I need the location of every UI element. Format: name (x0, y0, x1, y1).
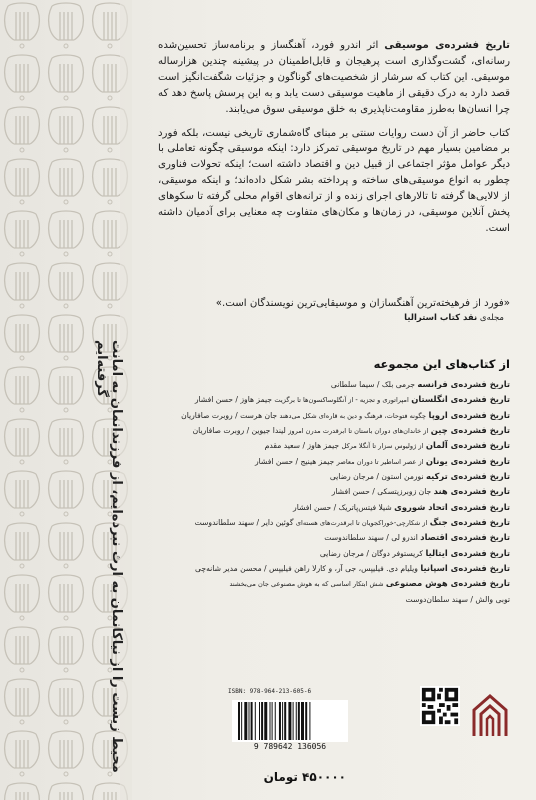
book-authors: توبی والش / سهند سلطان‌دوست (405, 594, 510, 604)
book-subtitle: شش ابتکار اساسی که به هوش مصنوعی جان می‌بخشند (229, 580, 384, 589)
book-title: تاریخ فشرده‌ی یونان (425, 455, 510, 466)
book-authors: اندرو لی / سهند سلطاندوست (324, 533, 418, 543)
barcode (232, 700, 348, 742)
qr-code (420, 686, 460, 726)
list-item (158, 377, 510, 392)
book-description (158, 38, 510, 243)
list-item (158, 484, 510, 499)
list-item (158, 576, 510, 591)
list-item (158, 423, 510, 438)
book-authors: جیمز هاوز / حسن افشار (194, 395, 272, 405)
barcode-digits: 9 789642 136056 (253, 742, 327, 751)
spine-pattern (0, 0, 132, 800)
book-authors: جرمی بلک / سیما سلطانی (330, 380, 415, 389)
book-title: تاریخ فشرده‌ی اتحاد شوروی (394, 501, 510, 512)
book-authors: شیلا فیتس‌پاتریک / حسن افشار (293, 502, 392, 512)
list-item (158, 392, 510, 407)
series-book-list (158, 377, 510, 607)
book-authors: نورمن استون / مرجان رضایی (329, 472, 424, 482)
book-title: تاریخ فشرده‌ی اقتصاد (420, 532, 510, 543)
review-quote (158, 296, 510, 326)
series-heading: از کتاب‌های این مجموعه (373, 357, 510, 371)
list-item (158, 561, 510, 576)
book-title: تاریخ فشرده‌ی چین (430, 425, 510, 436)
list-item (158, 515, 510, 530)
description-p1-text: اثر اندرو فورد، آهنگساز و برنامه‌ساز تحسین‌شده رسانه‌ای، گشت‌وگذاری است پرهیجان و قابل‌اطمینان در پیشینه چندین هزارساله موسیقی. این کتاب که سرشار از شخصیت‌های گوناگون و جزئیات شگفت‌انگیز است قصد دارد به درک دقیقی از ماهیت موسیقی دست یابد و به این پرسش پاسخ دهد که چرا انسان‌ها به‌طرز مقاومت‌ناپذیری به خلق موسیقی سوق می‌یابند. (158, 40, 510, 115)
book-authors: جان هرست / روبرت صافاریان (181, 410, 278, 420)
book-authors: گوئین دایر / سهند سلطاندوست (194, 518, 294, 528)
book-title-inline: تاریخ فشرده‌ی موسیقی (384, 40, 510, 51)
book-authors: جان زوبرزیتسکی / حسن افشار (331, 487, 432, 497)
book-subtitle: از خاندان‌های دوران باستان تا ابرقدرت مدرن امروز (288, 427, 429, 436)
isbn-number: ISBN: 978-964-213-605-6 (228, 688, 312, 695)
list-item (158, 438, 510, 453)
spine-motto: محیط زیست را از نیاکانمان به ارث نبرده‌ایم، از فرزندانمان به امانت گرفته‌ایم (94, 340, 124, 773)
book-subtitle: از ژولیوس سزار تا آنگلا مرکل (341, 442, 424, 451)
book-authors: جیمز هینیج / حسن افشار (254, 456, 335, 466)
book-title: تاریخ فشرده‌ی ترکیه (426, 471, 510, 482)
book-authors: کریستوفر دوگان / مرجان رضایی (319, 548, 424, 558)
book-subtitle: از عصر اساطیر تا دوران معاصر (336, 457, 424, 466)
book-title: تاریخ فشرده‌ی ایتالیا (425, 547, 510, 558)
description-paragraph-1 (158, 38, 510, 118)
book-subtitle: امپراتوری و تجزیه - از آنگلوساکسون‌ها تا برگزیت (274, 396, 409, 405)
list-item (158, 546, 510, 561)
list-item (158, 530, 510, 545)
book-title: تاریخ فشرده‌ی انگلستان (411, 394, 510, 405)
back-cover-footer (228, 686, 510, 762)
publisher-logo-icon (470, 692, 510, 738)
quote-source-name: نقد کتاب استرالیا (404, 313, 478, 323)
book-title: تاریخ فشرده‌ی آلمان (425, 440, 510, 451)
book-subtitle: چگونه فتوحات، فرهنگ و دین به قاره‌ای شکل می‌دهند (279, 411, 427, 420)
book-title: تاریخ فشرده‌ی هوش مصنوعی (385, 578, 510, 589)
description-paragraph-2: کتاب حاضر از آن دست روایات سنتی بر مبنای گاه‌شماری تاریخی نیست، بلکه فورد بر مضامین بسیار مهم در تاریخ موسیقی تمرکز دارد: اینکه موسیقی چگونه تعاملی با دیگر عوامل مؤثر اجتماعی از قبیل دین و اقتصاد داشته است؛ اینکه تحولات فناوری چطور به انواع موسیقی‌های ساخته و پرداخته بشر شکل داده‌اند؛ و اینکه موسیقی، از لالایی‌ها گرفته تا تالارهای اجرای زنده و از ترانه‌های اقوام محلی گرفته تا سکوهای پخش آنلاین موسیقی، در زمان‌ها و مکان‌های متفاوت چه معنایی برای آدمیان داشته است. (158, 127, 510, 234)
list-item (158, 500, 510, 515)
list-item (158, 592, 510, 607)
book-title: تاریخ فشرده‌ی اسپانیا (420, 563, 510, 574)
book-subtitle: از شکارچی-خوراکجویان تا ابرقدرت‌های هسته‌ای (295, 519, 428, 528)
list-item (158, 408, 510, 423)
book-authors: جیمز هاوز / سعید مقدم (264, 441, 340, 451)
book-title: تاریخ فشرده‌ی فرانسه (417, 379, 510, 389)
book-title: تاریخ فشرده‌ی هند (433, 486, 510, 497)
book-title: تاریخ فشرده‌ی جنگ (429, 517, 510, 528)
price-label: ۴۵۰۰۰۰ تومان (263, 770, 346, 784)
quote-source: مجله‌ی نقد کتاب استرالیا (404, 313, 504, 323)
book-authors: ویلیام دی. فیلیپس، جی آر، و کارلا راهن فیلیپس / محسن مدیر شانه‌چی (195, 564, 418, 574)
book-authors: لیندا جیوین / روبرت صافاریان (192, 426, 286, 436)
quote-text: «فورد از فرهیخته‌ترین آهنگسازان و موسیقایی‌ترین نویسندگان است.» (215, 298, 510, 309)
book-title: تاریخ فشرده‌ی اروپا (428, 409, 510, 420)
list-item (158, 469, 510, 484)
list-item (158, 454, 510, 469)
